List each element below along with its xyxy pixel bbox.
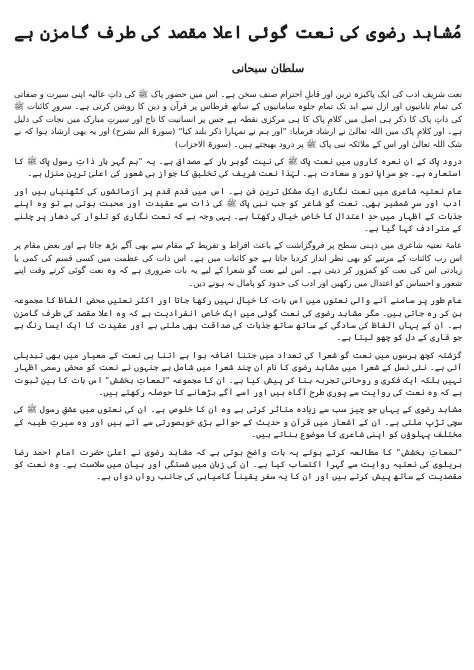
author-name: سلطان سبحانی xyxy=(231,62,305,75)
article-title: مُشاہد رضوی کی نعت گوئی اعلا مقصد کی طرف گامزن ہے xyxy=(14,23,462,43)
article-body xyxy=(14,88,462,483)
paragraph: مشاہد رضوی کے یہاں جو چیز سب سے زیادہ متاثر کرتی ہے وہ ان کا خلوص ہے۔ ان کی نعتوں میں عشقِ رسول ﷺ کی سچی تڑپ ملتی ہے۔ ان کے اشعار میں قرآن و حدیث کے حوالے بڑی خوبصورتی سے آتے ہیں اور وہ سیرتِ طیبہ کے مختلف پہلوؤں کو اپنی شاعری کا موضوع بناتے ہیں۔ xyxy=(14,404,462,440)
paragraph: نعت شریف ادب کی ایک پاکیزہ ترین اور قابلِ احترام صنف سخن ہے۔ اس میں حضور پاک ﷺ کی ذاتِ عالیہ اپنی سیرت و صفاتی کی تمام تابانیوں اور ازل سے ابد تک تمام جلوہ سامانیوں کے ساتھ قرطاس پر قرآن و دین کا روشن کرتی ہے۔ سرورِ کائنات ﷺ کی ذاتِ پاک کا ذکر ہی اصل میں کلامِ پاک کا ہی مرکزی نقطہ ہے جس پر انسانیت کا تاج اور سیرتِ مبارک میں نجات کی دلیل ہے۔ اور کلامِ پاک میں اللہ تعالیٰ نے ارشاد فرمایا: ”اور ہم نے تمہارا ذکر بلند کیا“ (سورۃ الم نشرح) اور یہ بھی ارشاد ہوا کہ بے شک اللہ تعالیٰ اور اس کے ملائکہ نبی پاک ﷺ پر درود بھیجتے ہیں۔ (سورۃ الاحزاب) xyxy=(14,89,462,149)
paragraph: عام طور پر سامنے آنے والی نعتوں میں اس بات کا خیال نہیں رکھا جاتا اور اکثر نعتیں محض الفاظ کا مجموعہ بن کر رہ جاتی ہیں۔ مگر مشاہد رضوی کی نعت گوئی میں ایک خاص انفرادیت ہے کہ وہ اعلا مقصد کی طرف گامزن ہے۔ ان کے یہاں الفاظ کی سادگی کے ساتھ ساتھ جذبات کی صداقت بھی ملتی ہے اور عقیدت کا ایک ایسا رنگ ہے جو قاری کے دل کو چھو لیتا ہے۔ xyxy=(14,295,462,343)
paragraph: ”لمعاتِ بخشش“ کا مطالعہ کرتے ہوئے یہ بات واضح ہوتی ہے کہ مشاہد رضوی نے اعلیٰ حضرت امام احمد رضا بریلوی کی نعتیہ روایت سے گہرا اکتساب کیا ہے۔ ان کی زبان میں شستگی اور بیان میں سلاست ہے۔ وہ نعت کو مقصدیت کے ساتھ پیش کرتے ہیں اور ان کا یہ سفر یقیناً کامیابی کی جانب رواں دواں ہے۔ xyxy=(14,446,462,482)
paragraph: عامۃ نعتیہ شاعری میں ذہنی سطح پر فروگزاشت کے باعث افراط و تفریط کے مقام سے بھی آگے بڑھ جاتا ہے اور بعض مقام پر اس رب کائنات کے مرتبے کو بھی نظر انداز کردیا جاتا ہے جو کائنات میں ہے۔ اس ذات کی عظمت میں کسی قسم کی کمی یا زیادتی اس کی نعت کو کمزور کر دیتی ہے۔ اس لیے نعت گو شعرا کے لیے یہ بات ضروری ہے کہ وہ نعت گوئی کرتے وقت اپنے شعور و احساس کو اعتدال میں رکھیں اور ادب کی حدود کو پامال نہ ہونے دیں۔ xyxy=(14,240,462,288)
paragraph: درود پاک کے ان نعرہ کاروں میں نعت پاک ﷺ کی نیت گوہر بار کے مصداق ہے۔ یہ ”ہم گہر بار ذاتِ رسول پاک ﷺ کا استعارہ ہے۔ جو سراپا نور و سعادت ہے۔ لہٰذا نعت شریف کی تخلیق کا جواز ہی شعور کی اعلیٰ ترین منزل ہے۔ xyxy=(14,156,462,179)
paragraph: گزشتہ کچھ برسوں میں نعت گو شعرا کی تعداد میں جتنا اضافہ ہوا ہے اتنا ہی نعت کے معیار میں بھی تبدیلی آئی ہے۔ نئی نسل کے شعرا میں مشاہد رضوی کا نام ان چند شعرا میں شامل ہے جنہوں نے نعت کو محض رسمی اظہار نہیں بلکہ ایک فکری و روحانی تجربہ بنا کر پیش کیا ہے۔ ان کا مجموعہ ”لمعاتِ بخشش“ اس بات کا بین ثبوت ہے کہ وہ نعت کی روایت سے پوری طرح آگاہ ہیں اور اسے آگے بڑھانے کا حوصلہ رکھتے ہیں۔ xyxy=(14,349,462,397)
paragraph: عام نعتیہ شاعری میں نعت نگاری ایک مشکل ترین فن ہے۔ اس میں قدم قدم پر آزمائشوں کی کٹھنیاں ہیں اور ادب اور سرِ شمشیر بھی۔ نعت گو شاعر کو جب نبی پاک ﷺ کی ذات سے عقیدت اور محبت ہوتی ہے تو وہ اپنے جذبات کے اظہار میں حدِ اعتدال کا خاص خیال رکھتا ہے۔ یہی وجہ ہے کہ نعت نگاری کو تلوار کی دھار پر چلنے کے مترادف کہا گیا ہے۔ xyxy=(14,185,462,234)
